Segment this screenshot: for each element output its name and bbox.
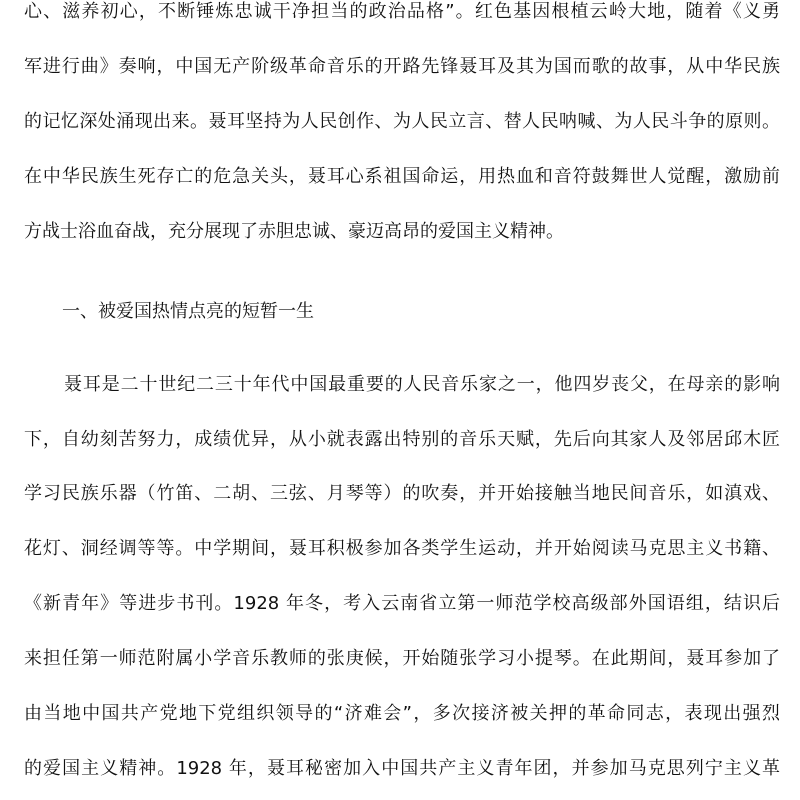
paragraph-line: 由当地中国共产党地下党组织领导的“济难会”，多次接济被关押的革命同志，表现出强烈 [24,703,780,724]
paragraph-line: 下，自幼刻苦努力，成绩优异，从小就表露出特别的音乐天赋，先后向其家人及邻居邱木匠 [24,429,780,450]
paragraph-line: 学习民族乐器（竹笛、二胡、三弦、月琴等）的吹奏，并开始接触当地民间音乐，如滇戏、 [24,483,780,504]
paragraph-line: 《新青年》等进步书刊。1928 年冬，考入云南省立第一师范学校高级部外国语组，结识后 [24,593,780,614]
paragraph-line: 来担任第一师范附属小学音乐教师的张庚候，开始随张学习小提琴。在此期间，聂耳参加了 [24,648,780,669]
paragraph-line: 军进行曲》奏响，中国无产阶级革命音乐的开路先锋聂耳及其为国而歌的故事，从中华民族 [24,56,780,77]
paragraph-line: 的爱国主义精神。1928 年，聂耳秘密加入中国共产主义青年团，并参加马克思列宁主义革 [24,758,780,779]
paragraph-line: 心、滋养初心，不断锤炼忠诚干净担当的政治品格”。红色基因根植云岭大地，随着《义勇 [24,1,780,22]
paragraph-line: 在中华民族生死存亡的危急关头，聂耳心系祖国命运，用热血和音符鼓舞世人觉醒，激励前 [24,166,780,187]
paragraph-line: 花灯、洞经调等等。中学期间，聂耳积极参加各类学生运动，并开始阅读马克思主义书籍、 [24,538,780,559]
paragraph-line: 的记忆深处涌现出来。聂耳坚持为人民创作、为人民立言、替人民呐喊、为人民斗争的原则。 [24,111,780,132]
paragraph-line: 方战士浴血奋战，充分展现了赤胆忠诚、豪迈高昂的爱国主义精神。 [24,221,564,242]
paragraph-line: 聂耳是二十世纪二三十年代中国最重要的人民音乐家之一，他四岁丧父，在母亲的影响 [64,374,780,395]
section-heading: 一、被爱国热情点亮的短暂一生 [62,301,314,322]
